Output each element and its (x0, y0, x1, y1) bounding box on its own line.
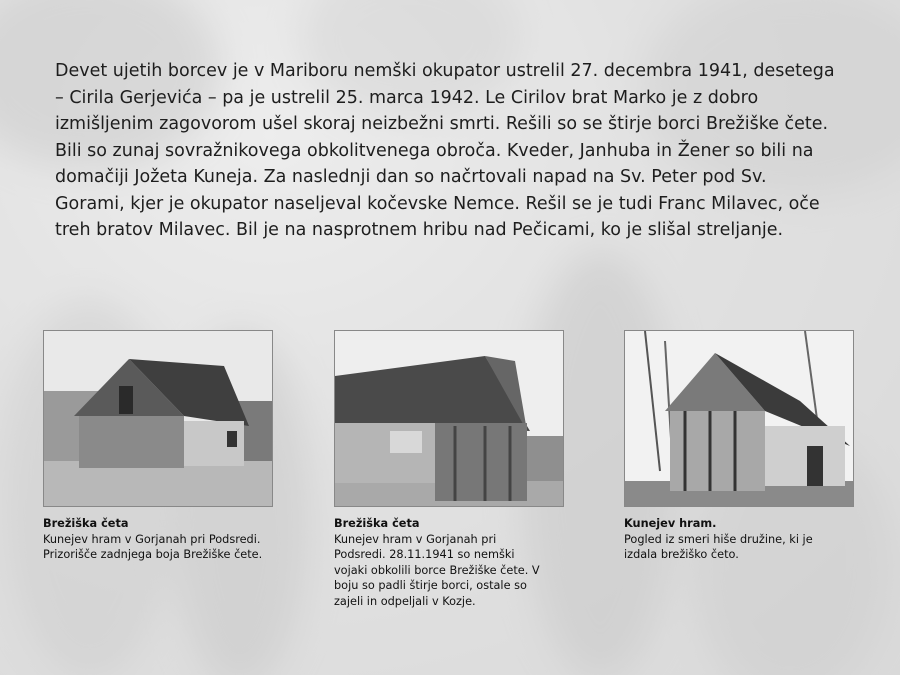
barn-photo-1 (43, 330, 273, 507)
photo-caption-1: Kunejev hram v Gorjanah pri Podsredi. Prizorišče zadnjega boja Brežiške čete. (43, 532, 263, 561)
barn-photo-3 (624, 330, 854, 507)
photo-card-3 (624, 330, 854, 563)
photo-title-2: Brežiška četa (334, 517, 420, 530)
photo-card-1 (43, 330, 273, 563)
photo-title-3: Kunejev hram. (624, 517, 717, 530)
main-paragraph: Devet ujetih borcev je v Mariboru nemški okupator ustrelil 27. decembra 1941, desetega – Cirila Gerjevića – pa je ustrelil 25. marca 1942. Le Cirilov brat Marko je z dobro izmišljenim zagovorom ušel skoraj neizbežni smrti. Rešili so se štirje borci Brežiške čete. Bili so zunaj sovražnikovega obkolitvenega obroča. Kveder, Janhuba in Žener so bili na domačiji Jožeta Kuneja. Za naslednji dan so načrtovali napad na Sv. Peter pod Sv. Gorami, kjer je okupator naseljeval kočevske Nemce. Rešil se je tudi Franc Milavec, oče treh bratov Milavec. Bil je na nasprotnem hribu nad Pečicami, ko je slišal streljanje. (55, 61, 835, 240)
photo-caption-2: Kunejev hram v Gorjanah pri Podsredi. 28.11.1941 so nemški vojaki obkolili borce Brežiške čete. V boju so padli štirje borci, ostale so zajeli in odpeljali v Kozje. (334, 532, 540, 608)
photo-title-1: Brežiška četa (43, 517, 129, 530)
barn-photo-2 (334, 330, 564, 507)
photo-caption-3: Pogled iz smeri hiše družine, ki je izdala brežiško četo. (624, 532, 813, 561)
photo-card-2 (334, 330, 564, 609)
